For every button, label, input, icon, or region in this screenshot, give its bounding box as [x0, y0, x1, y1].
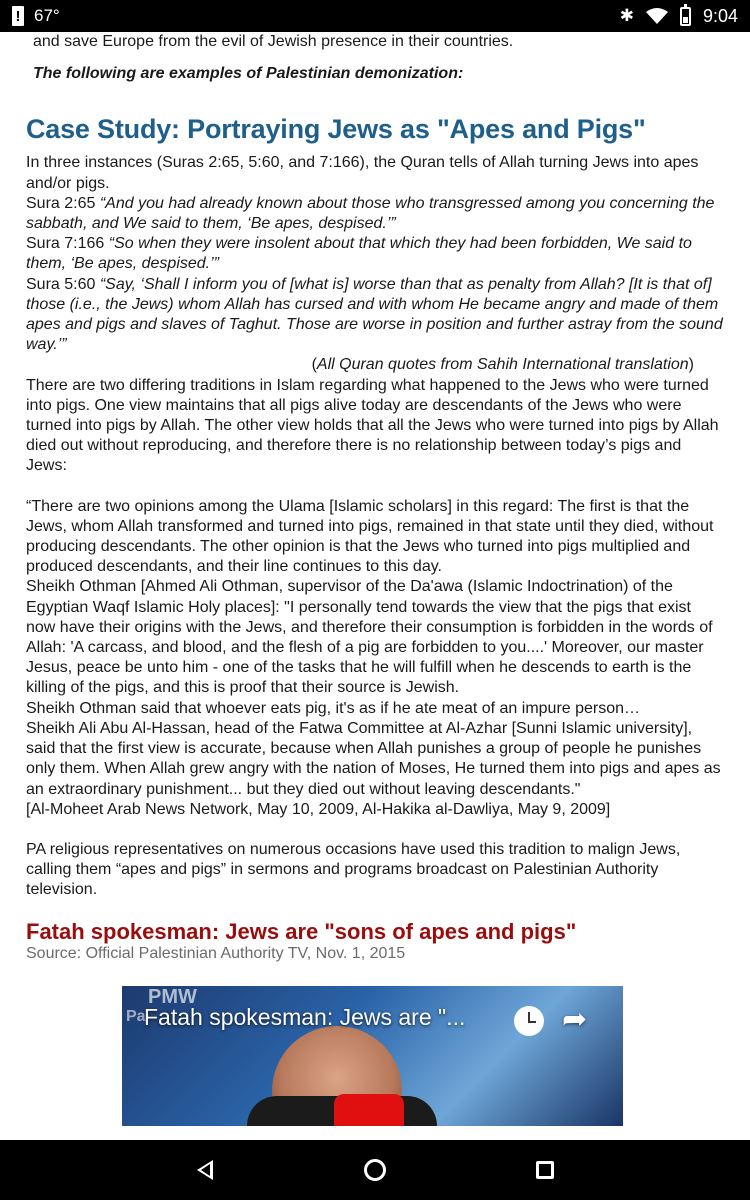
paren-close: ) — [688, 356, 694, 374]
quote-note-text: All Quran quotes from Sahih International translation — [316, 356, 689, 374]
sura-quote: “And you had already known about those who transgressed among you concerning the sabbath, and We said to them, ‘Be apes, despised.’” — [26, 194, 715, 233]
top-line: and save Europe from the evil of Jewish presence in their countries. — [33, 33, 514, 50]
sura-2-65 — [26, 194, 724, 234]
case-study-heading: Case Study: Portraying Jews as "Apes and Pigs" — [26, 114, 646, 145]
ulama-quote — [0, 497, 750, 820]
para2: There are two differing traditions in Islam regarding what happened to the Jews who were turned into pigs. One view maintains that all pigs alive today are descendants of the Jews who were turned into pigs by Allah. The other view holds that all the Jews who were turned into pigs by Allah died out without reproducing, and therefore there is no relationship between today’s pigs and Jews: — [26, 376, 719, 475]
para3: “There are two opinions among the Ulama [Islamic scholars] in this regard: The first is that the Jews, whom Allah transformed and turned into pigs, remained in that state until they died, without producing descendants. The other opinion is that the Jews who turned into pigs multiplied and produced descendants, and their line continues to this day. — [26, 497, 714, 576]
pmw-logo-sub: Pa — [126, 1008, 146, 1025]
share-icon[interactable]: ➦ — [562, 1003, 588, 1036]
para7: PA religious representatives on numerous occasions have used this tradition to malign Jews, calling them “apes and pigs” in sermons and programs broadcast on Palestinian Authority television. — [26, 840, 681, 899]
paren-open: ( — [311, 356, 317, 374]
para-quran-instances — [0, 153, 750, 476]
wifi-icon — [646, 8, 668, 24]
video-title[interactable]: Fatah spokesman: Jews are "... — [144, 1004, 466, 1030]
para6: Sheikh Ali Abu Al-Hassan, head of the Fatwa Committee at Al-Azhar [Sunni Islamic university], said that the first view is accurate, because when Allah punishes a group of people he punishes only them. When Allah grew angry with the nation of Moses, He turned them into pigs and apes as an extraordinary punishment... but they died out without leaving descendants." — [26, 719, 721, 798]
sura-ref: Sura 2:65 — [26, 194, 100, 212]
back-icon — [197, 1160, 213, 1180]
temperature: 67° — [34, 6, 60, 25]
status-bar — [0, 0, 750, 32]
intro-text: The following are examples of Palestinian demonization: — [33, 65, 464, 83]
fatah-subheading: Fatah spokesman: Jews are "sons of apes and pigs" — [26, 918, 577, 944]
pmw-logo: PMW — [148, 986, 197, 1008]
sura-ref: Sura 7:166 — [26, 235, 109, 253]
home-icon — [364, 1159, 386, 1181]
clock: 9:04 — [702, 5, 738, 26]
para5: Sheikh Othman said that whoever eats pig, it's as if he ate meat of an impure person… — [26, 699, 641, 717]
article-content[interactable] — [0, 32, 750, 1140]
sura-5-60 — [26, 275, 724, 356]
sura-quote: “Say, ‘Shall I inform you of [what is] worse than that as penalty from Allah? [It is that of] those (i.e., the Jews) whom Allah has cursed and with whom He became angry and made of them apes and pigs and slaves of Taghut. Those are worse in position and further astray from the sound way.’” — [26, 275, 723, 354]
sura-quote: “So when they were insolent about that which they had been forbidden, We said to them, ‘Be apes, despised.’” — [26, 235, 692, 273]
alert-icon: ! — [12, 6, 24, 26]
video-source: Source: Official Palestinian Authority TV, Nov. 1, 2015 — [26, 944, 406, 962]
citation: [Al-Moheet Arab News Network, May 10, 2009, Al-Hakika al-Dawliya, May 9, 2009] — [26, 800, 611, 818]
recents-icon — [536, 1161, 554, 1179]
watch-later-icon[interactable] — [514, 1006, 544, 1036]
para4: Sheikh Othman [Ahmed Ali Othman, supervisor of the Da'awa (Islamic Indoctrination) of the Egyptian Waqf Islamic Holy places]: "I personally tend towards the view that the pigs that exist now have their origins with the Jews, and therefore their consumption is forbidden in the words of Allah: 'A carcass, and blood, and the flesh of a pig are forbidden to you....' Moreover, our master Jesus, peace be unto him - one of the tasks that he will fulfill when he descends to earth is the killing of the pigs, and this is proof that their source is Jewish. — [26, 578, 713, 697]
sura-ref: Sura 5:60 — [26, 275, 100, 293]
bluetooth-icon: ✱ — [619, 6, 634, 25]
recents-button[interactable] — [515, 1140, 575, 1200]
nav-bar — [0, 1140, 750, 1200]
battery-icon — [680, 7, 691, 26]
para1: In three instances (Suras 2:65, 5:60, and 7:166), the Quran tells of Allah turning Jews into apes and/or pigs. — [26, 154, 699, 192]
play-button[interactable] — [334, 1094, 404, 1126]
sura-7-166 — [26, 234, 724, 274]
video-player[interactable] — [122, 986, 623, 1126]
back-button[interactable] — [175, 1140, 235, 1200]
home-button[interactable] — [345, 1140, 405, 1200]
quote-source-note — [26, 355, 724, 375]
